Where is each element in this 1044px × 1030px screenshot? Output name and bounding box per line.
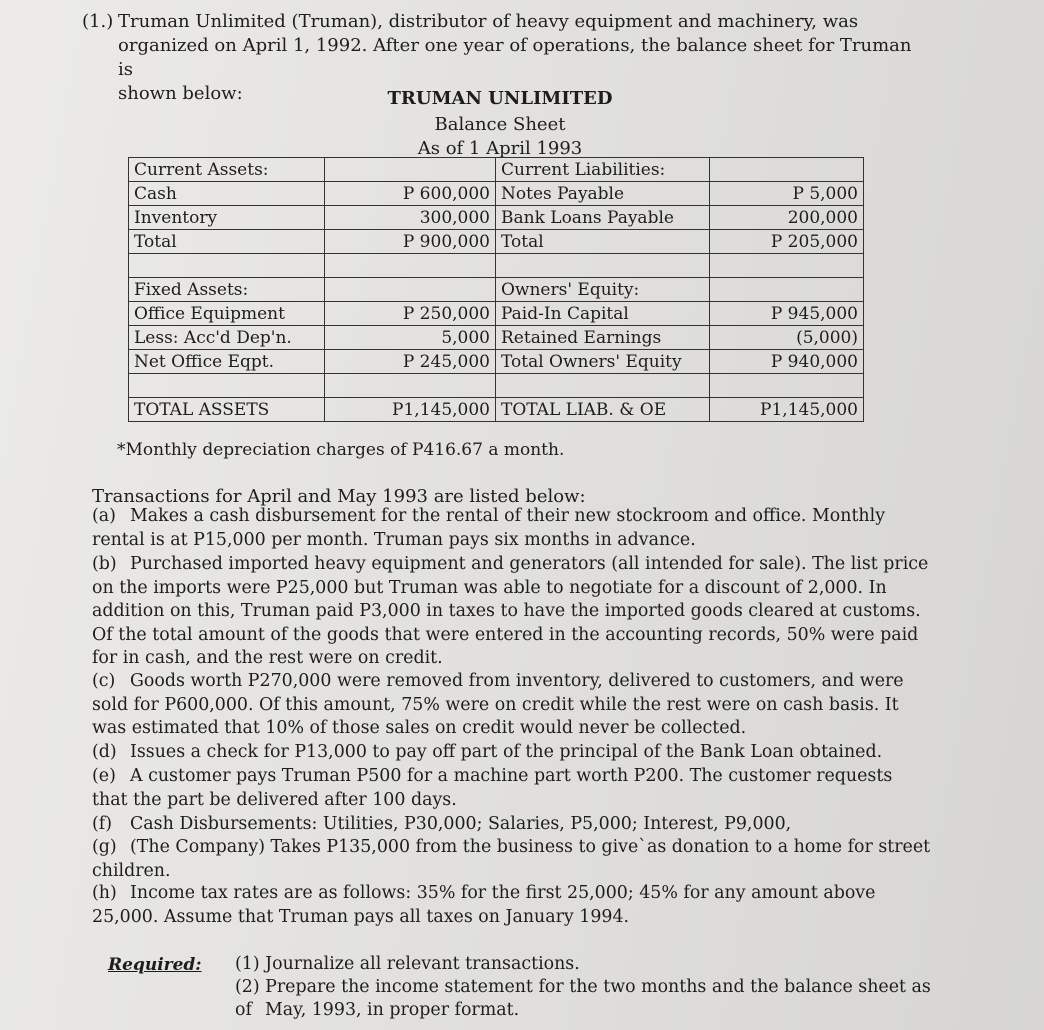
balance-sheet-amount-cell <box>325 254 496 278</box>
balance-sheet-label-cell: Net Office Eqpt. <box>129 350 325 374</box>
balance-sheet-label-cell: Bank Loans Payable <box>496 206 710 230</box>
balance-sheet-label-cell: TOTAL ASSETS <box>129 398 325 422</box>
required-item-1: (1) Journalize all relevant transactions. <box>235 954 580 974</box>
balance-sheet-amount-cell: P 900,000 <box>325 230 496 254</box>
balance-sheet-label-cell: Retained Earnings <box>496 326 710 350</box>
transaction-g <box>92 836 932 883</box>
balance-sheet-amount-cell: P 205,000 <box>710 230 864 254</box>
balance-sheet-row <box>129 278 864 302</box>
balance-sheet-label-cell <box>496 254 710 278</box>
depreciation-note: *Monthly depreciation charges of P416.67 a month. <box>117 440 565 460</box>
transaction-f <box>92 813 932 837</box>
transaction-label: (g) <box>92 837 117 857</box>
transaction-label: (d) <box>92 742 117 762</box>
balance-sheet-amount-cell <box>325 278 496 302</box>
transaction-label: (f) <box>92 814 113 834</box>
balance-sheet-row <box>129 302 864 326</box>
balance-sheet-label-cell: Fixed Assets: <box>129 278 325 302</box>
intro-line-1: Truman Unlimited (Truman), distributor of heavy equipment and machinery, was <box>118 11 859 32</box>
balance-sheet-row <box>129 230 864 254</box>
required-item-2-cont: May, 1993, in proper format. <box>265 1000 520 1020</box>
statement-date: As of 1 April 1993 <box>417 138 583 159</box>
balance-sheet-amount-cell: P 245,000 <box>325 350 496 374</box>
balance-sheet-amount-cell <box>325 158 496 182</box>
required-item-2: (2) Prepare the income statement for the two months and the balance sheet as of <box>235 977 931 1020</box>
balance-sheet-row <box>129 398 864 422</box>
balance-sheet-amount-cell: 300,000 <box>325 206 496 230</box>
transactions-heading: Transactions for April and May 1993 are listed below: <box>92 486 586 507</box>
balance-sheet-amount-cell: P 940,000 <box>710 350 864 374</box>
balance-sheet-row <box>129 374 864 398</box>
transaction-text: Makes a cash disbursement for the rental of their new stockroom and office. Monthly rental is at P15,000 per month. Truman pays six months in advance. <box>92 506 886 550</box>
statement-title: Balance Sheet <box>434 114 566 135</box>
transaction-label: (b) <box>92 554 117 574</box>
transaction-text: Cash Disbursements: Utilities, P30,000; Salaries, P5,000; Interest, P9,000, <box>130 814 792 834</box>
balance-sheet-label-cell: TOTAL LIAB. & OE <box>496 398 710 422</box>
balance-sheet-amount-cell: 200,000 <box>710 206 864 230</box>
balance-sheet-amount-cell: P 600,000 <box>325 182 496 206</box>
balance-sheet-amount-cell <box>710 158 864 182</box>
required-label: Required: <box>108 955 202 975</box>
company-name: TRUMAN UNLIMITED <box>387 88 613 109</box>
balance-sheet-row <box>129 326 864 350</box>
balance-sheet-row <box>129 206 864 230</box>
transaction-label: (c) <box>92 671 116 691</box>
balance-sheet-amount-cell <box>710 374 864 398</box>
balance-sheet-amount-cell: (5,000) <box>710 326 864 350</box>
balance-sheet-amount-cell: P 250,000 <box>325 302 496 326</box>
transaction-h <box>92 882 932 929</box>
balance-sheet-label-cell: Current Liabilities: <box>496 158 710 182</box>
balance-sheet-label-cell <box>129 374 325 398</box>
balance-sheet-label-cell: Notes Payable <box>496 182 710 206</box>
transaction-e <box>92 765 932 812</box>
problem-number: (1.) <box>82 11 114 32</box>
balance-sheet-amount-cell <box>325 374 496 398</box>
transaction-label: (h) <box>92 883 117 903</box>
balance-sheet-row <box>129 158 864 182</box>
balance-sheet-label-cell: Cash <box>129 182 325 206</box>
balance-sheet-amount-cell: P 945,000 <box>710 302 864 326</box>
transaction-d <box>92 741 932 765</box>
transaction-c <box>92 670 932 741</box>
balance-sheet-label-cell: Total <box>496 230 710 254</box>
balance-sheet-label-cell: Total <box>129 230 325 254</box>
balance-sheet-row <box>129 182 864 206</box>
transaction-text: A customer pays Truman P500 for a machine part worth P200. The customer requests that the part be delivered after 100 days. <box>92 766 893 810</box>
balance-sheet-label-cell <box>496 374 710 398</box>
balance-sheet-label-cell: Owners' Equity: <box>496 278 710 302</box>
balance-sheet-amount-cell: 5,000 <box>325 326 496 350</box>
intro-line-3: shown below: <box>118 83 243 104</box>
balance-sheet-amount-cell: P1,145,000 <box>325 398 496 422</box>
balance-sheet-amount-cell: P1,145,000 <box>710 398 864 422</box>
transaction-label: (e) <box>92 766 116 786</box>
balance-sheet-amount-cell: P 5,000 <box>710 182 864 206</box>
transaction-a <box>92 505 932 552</box>
transaction-text: (The Company) Takes P135,000 from the business to give`as donation to a home for street children. <box>92 837 931 881</box>
balance-sheet-label-cell <box>129 254 325 278</box>
transaction-text: Issues a check for P13,000 to pay off part of the principal of the Bank Loan obtained. <box>130 742 883 762</box>
balance-sheet-amount-cell <box>710 278 864 302</box>
intro-line-2: organized on April 1, 1992. After one year of operations, the balance sheet for Truman is <box>118 35 912 80</box>
balance-sheet-label-cell: Paid-In Capital <box>496 302 710 326</box>
transaction-text: Purchased imported heavy equipment and generators (all intended for sale). The list price on the imports were P25,000 but Truman was able to negotiate for a discount of 2,000. In addition on this, Truman paid P3,000 in taxes to have the imported goods cleared at customs. Of the total amount of the goods that were entered in the accounting records, 50% were paid for in cash, and the rest were on credit. <box>92 554 929 669</box>
balance-sheet-label-cell: Total Owners' Equity <box>496 350 710 374</box>
balance-sheet-table <box>128 157 864 422</box>
transaction-text: Income tax rates are as follows: 35% for the first 25,000; 45% for any amount above 25,000. Assume that Truman pays all taxes on January 1994. <box>92 883 876 927</box>
transaction-label: (a) <box>92 506 116 526</box>
balance-sheet-label-cell: Less: Acc'd Dep'n. <box>129 326 325 350</box>
balance-sheet-label-cell: Current Assets: <box>129 158 325 182</box>
transaction-b <box>92 553 932 671</box>
balance-sheet-label-cell: Office Equipment <box>129 302 325 326</box>
balance-sheet-row <box>129 254 864 278</box>
balance-sheet-row <box>129 350 864 374</box>
balance-sheet-amount-cell <box>710 254 864 278</box>
balance-sheet-label-cell: Inventory <box>129 206 325 230</box>
transaction-text: Goods worth P270,000 were removed from inventory, delivered to customers, and were sold for P600,000. Of this amount, 75% were on credit while the rest were on cash basis. It was estimated that 10% of those sales on credit would never be collected. <box>92 671 904 739</box>
